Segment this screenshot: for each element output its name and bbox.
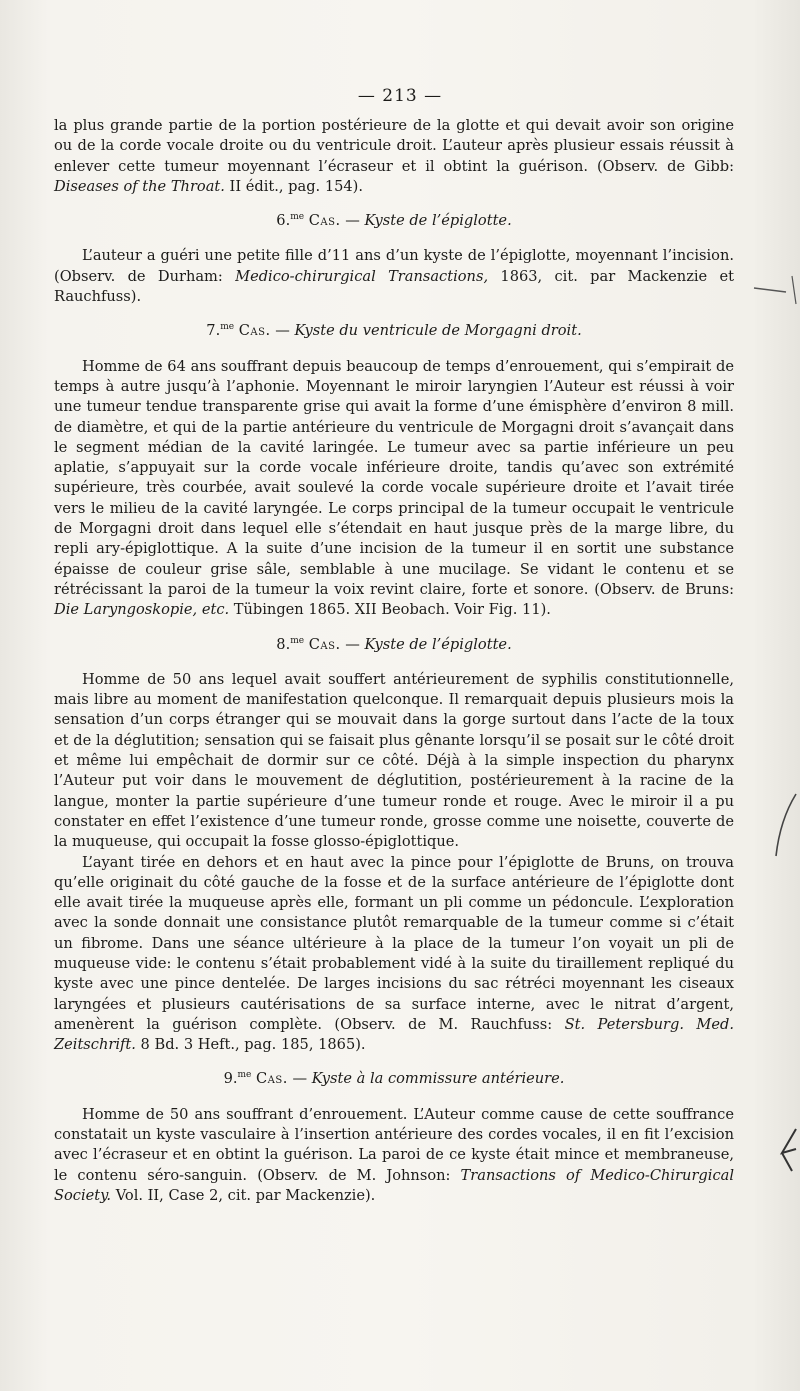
case-title: Kyste à la commissure antérieure. bbox=[311, 1070, 565, 1088]
case-label: Cas. bbox=[308, 635, 341, 653]
case-6-heading bbox=[54, 211, 734, 231]
case-number: 6. bbox=[276, 212, 291, 230]
italic-citation: Transactions of Medico-Chirurgical Society. bbox=[54, 1166, 734, 1204]
paragraph-continuation bbox=[54, 116, 734, 197]
case-label: Cas. bbox=[256, 1070, 288, 1088]
case-7-paragraph bbox=[54, 357, 734, 621]
case-9-paragraph bbox=[54, 1105, 734, 1206]
italic-citation: Die Laryngoskopie, etc. bbox=[54, 601, 230, 619]
text-run: Homme de 64 ans souffrant depuis beaucoup de temps d’enrouement, qui s’empirait de temps à autre jusqu’à l’aphonie. Moyennant le miroir laryngien l’Auteur est réussi à voir une tumeur tendue transparente grise qui avait la forme d’une émisphère d’environ 8 mill. de diamètre, et qui de la partie antérieure du ventricule de Morgagni droit s’avançait dans le segment médian de la cavité laringée. Le tumeur avec sa partie inférieure un peu aplatie, s’appuyait sur la corde vocale inférieure droite, tandis qu’avec son extrémité supérieure, très courbée, avait soulevé la corde vocale supérieure droite et l’avait tirée vers le milieu de la cavité laryngée. Le corps principal de la tumeur occupait le ventricule de Morgagni droit dans lequel elle s’étendait en haut jusque près de la marge libre, du repli ary-épiglottique. A la suite d’une incision de la tumeur il en sortit une substance épaisse de couleur grise sâle, semblable à une mucilage. Se vidant le contenu et se rétrécissant la paroi de la tumeur la voix revint claire, forte et sonore. (Observ. de Bruns: bbox=[54, 357, 734, 598]
case-number: 7. bbox=[206, 322, 221, 340]
case-dash: — bbox=[287, 1070, 312, 1088]
case-title: Kyste du ventricule de Morgagni droit. bbox=[294, 322, 582, 340]
case-dash: — bbox=[340, 212, 365, 230]
text-run: Tübingen 1865. XII Beobach. Voir Fig. 11). bbox=[229, 601, 551, 619]
case-number: 8. bbox=[276, 635, 291, 653]
text-run: 1863, cit. par Mackenzie et Rauchfuss). bbox=[54, 267, 735, 306]
case-ordinal: me bbox=[290, 635, 305, 646]
italic-citation: Diseases of the Throat. bbox=[54, 177, 225, 195]
italic-citation: Medico-chirurgical Transactions, bbox=[235, 267, 489, 285]
text-run: 8 Bd. 3 Heft., pag. 185, 1865). bbox=[135, 1036, 366, 1054]
case-ordinal: me bbox=[237, 1070, 252, 1081]
case-ordinal: me bbox=[290, 212, 305, 223]
case-9-heading bbox=[54, 1069, 734, 1089]
case-dash: — bbox=[340, 635, 365, 653]
text-run: la plus grande partie de la portion postérieure de la glotte et qui devait avoir son origine ou de la corde vocale droite ou du ventricule droit. L’auteur après plusieur essais réussit à enlever cette tumeur moyennant l’écraseur et il obtint la guérison. (Observ. de Gibb: bbox=[54, 117, 734, 175]
case-8-paragraph-1 bbox=[54, 670, 734, 853]
text-run: L’ayant tirée en dehors et en haut avec la pince pour l’épiglotte de Bruns, on trouva qu’elle originait du côté gauche de la fosse et de la surface antérieure de l’épiglotte dont elle avait tirée la muqueuse après elle, formant un pli comme un pédoncule. L’exploration avec la sonde donnait une consistance plutôt remarquable de la tumeur comme si c’était un fibrome. Dans une séance ultérieure à la place de la tumeur l’on voyait un pli de muqueuse vide: le contenu s’était probablement vidé à la suite du tiraillement repliqué du kyste avec une pince dentelée. De larges incisions du sac rétréci moyennant les ciseaux laryngées et plusieurs cautérisations de sa surface interne, avec le nitrat d’argent, amenèrent la guérison complète. (Observ. de M. Rauchfuss: bbox=[54, 853, 734, 1033]
case-dash: — bbox=[270, 322, 295, 340]
case-8-paragraph-2 bbox=[54, 853, 734, 1056]
case-label: Cas. bbox=[238, 322, 271, 340]
case-6-paragraph bbox=[54, 246, 734, 307]
text-run: L’auteur a guéri une petite fille d’11 ans d’un kyste de l’épiglotte, moyennant l’incision. (Observ. de Durham: bbox=[54, 247, 734, 285]
text-run: II édit., pag. 154). bbox=[224, 177, 364, 195]
text-run: Homme de 50 ans lequel avait souffert antérieurement de syphilis constitutionnelle, mais libre au moment de manifestation quelconque. Il remarquait depuis plusieurs mois la sensation d’un corps étranger qui se mouvait dans la gorge surtout dans l’acte de la toux et de la déglutition; sensation qui se faisait plus gênante lorsqu’il se posait sur le côté droit et même lui empêchait de dormir sur ce côté. Déjà à la simple inspection du pharynx l’Auteur put voir dans le mouvement de déglutition, postérieurement à la racine de la langue, monter la partie supérieure d’une tumeur ronde et rouge. Avec le miroir il a pu constater en effet l’existence d’une tumeur ronde, grosse comme une noisette, couverte de la muqueuse, qui occupait la fosse glosso-épiglottique. bbox=[54, 670, 734, 851]
case-title: Kyste de l’épiglotte. bbox=[364, 635, 512, 653]
case-label: Cas. bbox=[308, 212, 341, 230]
italic-citation: St. Petersburg. Med. Zeitschrift. bbox=[54, 1015, 734, 1054]
case-7-heading bbox=[54, 321, 734, 341]
margin-pencil-mark-icon bbox=[752, 270, 800, 310]
page-number: — 213 — bbox=[357, 86, 443, 106]
case-8-heading bbox=[54, 635, 734, 655]
case-title: Kyste de l’épiglotte. bbox=[364, 212, 512, 230]
text-run: Homme de 50 ans souffrant d’enrouement. L’Auteur comme cause de cette souffrance constatait un kyste vasculaire à l’insertion antérieure des cordes vocales, il en fit l’excision avec l’écraseur et en obtint la guérison. La paroi de ce kyste était mince et membraneuse, le contenu séro-sanguin. (Observ. de M. Johnson: bbox=[54, 1105, 734, 1184]
body-text bbox=[54, 116, 734, 1206]
case-number: 9. bbox=[223, 1070, 238, 1088]
margin-arrow-mark-icon bbox=[774, 1125, 800, 1175]
margin-bracket-mark-icon bbox=[772, 790, 800, 860]
text-run: Vol. II, Case 2, cit. par Mackenzie). bbox=[111, 1186, 376, 1204]
case-ordinal: me bbox=[220, 322, 235, 333]
